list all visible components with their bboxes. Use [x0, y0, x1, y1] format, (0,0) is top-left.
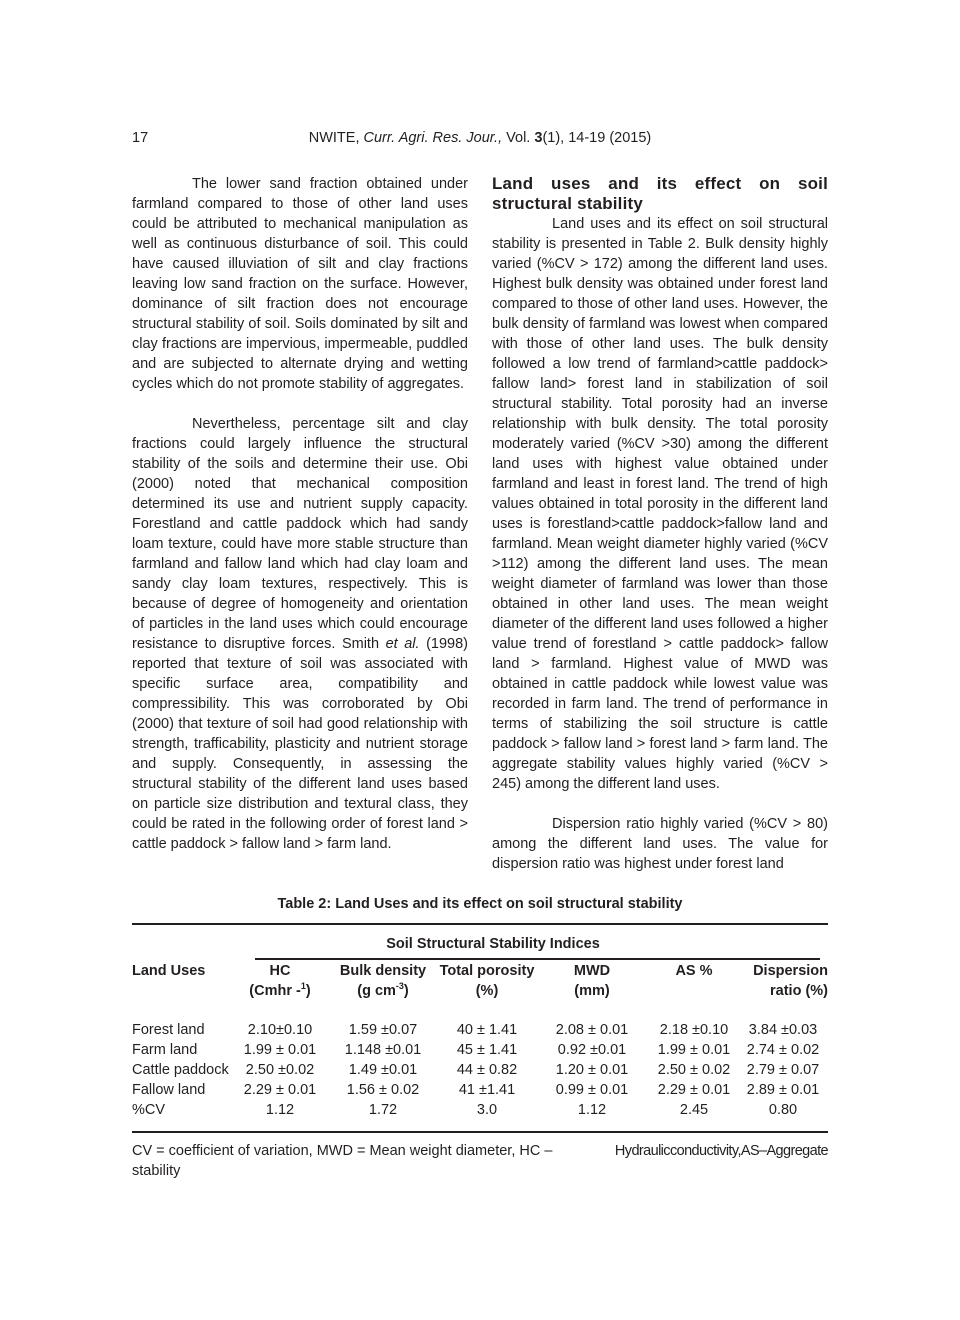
- running-head-author: NWITE,: [308, 130, 364, 146]
- footnote-right: Hydraulicconductivity,AS–Aggregate: [614, 1143, 828, 1159]
- column-header-unit: (%): [475, 983, 499, 999]
- cell-mwd: 1.12: [577, 1102, 607, 1118]
- table-footnote: [132, 1141, 828, 1181]
- table-group-rule: [255, 958, 820, 960]
- cell-mwd: 0.92 ±0.01: [557, 1042, 627, 1058]
- unit-text: (g cm: [357, 983, 396, 999]
- column-header-label: Total porosity: [439, 963, 535, 979]
- footnote-left: CV = coefficient of variation, MWD = Mean weight diameter, HC –: [132, 1143, 553, 1159]
- cell-as: 2.50 ± 0.02: [657, 1062, 731, 1078]
- section-heading: Land uses and its effect on soil structural stability: [492, 174, 828, 213]
- cell-bulk-density: 1.72: [368, 1102, 398, 1118]
- running-head-vol-rest: (1), 14-19 (2015): [542, 130, 652, 146]
- cell-mwd: 2.08 ± 0.01: [555, 1022, 629, 1038]
- running-head-journal: Curr. Agri. Res. Jour.,: [363, 130, 503, 146]
- cell-land-use: Farm land: [132, 1042, 198, 1058]
- cell-total-porosity: 45 ± 1.41: [456, 1042, 518, 1058]
- cell-total-porosity: 3.0: [476, 1102, 498, 1118]
- unit-text: (Cmhr -: [249, 983, 301, 999]
- column-header-as: [642, 961, 746, 981]
- table-row-cv: [132, 1100, 828, 1120]
- cell-total-porosity: 41 ±1.41: [458, 1082, 516, 1098]
- cell-hc: 2.10±0.10: [247, 1022, 313, 1038]
- column-header-mwd: [540, 961, 644, 1001]
- column-header-unit: ratio (%): [770, 983, 828, 999]
- cell-bulk-density: 1.59 ±0.07: [348, 1022, 418, 1038]
- page-number: 17: [132, 130, 149, 146]
- table-caption: Table 2: Land Uses and its effect on soil structural stability: [277, 896, 683, 912]
- cell-bulk-density: 1.49 ±0.01: [348, 1062, 418, 1078]
- cell-total-porosity: 40 ± 1.41: [456, 1022, 518, 1038]
- cell-dispersion-ratio: 0.80: [768, 1102, 798, 1118]
- column-header-unit: (mm): [574, 983, 610, 999]
- cell-dispersion-ratio: 2.79 ± 0.07: [746, 1062, 820, 1078]
- cell-land-use: %CV: [132, 1102, 166, 1118]
- cell-mwd: 1.20 ± 0.01: [555, 1062, 629, 1078]
- column-header-total-porosity: [437, 961, 537, 1001]
- cell-mwd: 0.99 ± 0.01: [555, 1082, 629, 1098]
- paragraph: Land uses and its effect on soil structural stability is presented in Table 2. Bulk density highly varied (%CV > 172) among the different land uses. Highest bulk density was obtained under forest land compared to those of other land uses. However, the bulk density of farmland was lowest when compared with those of other land uses. The bulk density followed a low trend of farmland>cattle paddock> fallow land> forest land in stabilization of soil structural stability. Total porosity had an inverse relationship with bulk density. The total porosity moderately varied (%CV >30) among the different land uses with highest value obtained under farmland and least in forest land. The trend of high values obtained in total porosity in the different land uses is forestland>cattle paddock>fallow land and farmland. Mean weight diameter highly varied (%CV >112) among the different land uses. The mean weight diameter of farmland was lower than those obtained in other land uses. The mean weight diameter of the different land uses followed a higher value trend of forestland > cattle paddock> fallow land > farmland. Highest value of MWD was obtained in cattle paddock while lowest value was recorded in farm land. The trend of performance in terms of stabilizing the soil structure is cattle paddock > fallow land > forest land > farm land. The aggregate stability values highly varied (%CV > 245) among the different land uses.: [492, 216, 828, 792]
- paragraph-text: Nevertheless, percentage silt and clay fractions could largely influence the structural stability of the soils and determine their use. Obi (2000) noted that mechanical composition determined its use and nutrient supply capacity. Forestland and cattle paddock which had sandy loam texture, could have more stable structure than farmland and fallow land which had clay loam and sandy clay loam textures, respectively. This is because of degree of homogeneity and orientation of particles in the land uses which could encourage resistance to disruptive forces. Smith: [132, 416, 468, 652]
- running-head-vol-number: 3: [534, 130, 543, 146]
- cell-total-porosity: 44 ± 0.82: [456, 1062, 518, 1078]
- table-body: [132, 1020, 828, 1120]
- paragraph: The lower sand fraction obtained under farmland compared to those of other land uses could be attributed to mechanical manipulation as well as continuous disturbance of soil. This could have caused illuviation of silt and clay fractions leaving low sand fraction on the surface. However, dominance of silt fraction does not encourage structural stability of soil. Soils dominated by silt and clay fractions are impervious, impermeable, puddled and are subjected to alternate drying and wetting cycles which do not promote stability of aggregates.: [132, 176, 468, 392]
- footnote-line2: stability: [132, 1163, 181, 1179]
- unit-text: ): [305, 983, 311, 999]
- cell-hc: 2.50 ±0.02: [245, 1062, 315, 1078]
- column-header-label: HC: [269, 963, 291, 979]
- running-head: [0, 130, 960, 146]
- cell-hc: 2.29 ± 0.01: [243, 1082, 317, 1098]
- running-head-vol-prefix: Vol.: [502, 130, 535, 146]
- column-header-land-uses: Land Uses: [132, 963, 206, 979]
- table-top-rule: [132, 923, 828, 925]
- cell-dispersion-ratio: 3.84 ±0.03: [748, 1022, 818, 1038]
- column-header-dispersion-ratio: [738, 961, 828, 1001]
- unit-superscript: 1: [300, 981, 306, 992]
- cell-hc: 1.99 ± 0.01: [243, 1042, 317, 1058]
- table-row: [132, 1080, 828, 1100]
- paragraph-text: (1998) reported that texture of soil was associated with specific surface area, compatibility and compressibility. This was corroborated by Obi (2000) that texture of soil had good relationship with strength, trafficability, plasticity and nutrient storage and supply. Consequently, in assessing the structural stability of the different land uses based on particle size distribution and textural class, they could be rated in the following order of forest land > cattle paddock > fallow land > farm land.: [132, 636, 468, 852]
- cell-as: 2.29 ± 0.01: [657, 1082, 731, 1098]
- column-header-bulk-density: [332, 961, 434, 1001]
- left-column: [132, 174, 468, 854]
- column-header-label: AS %: [675, 963, 713, 979]
- citation-italic: et al.: [385, 636, 420, 652]
- cell-bulk-density: 1.56 ± 0.02: [346, 1082, 420, 1098]
- cell-dispersion-ratio: 2.74 ± 0.02: [746, 1042, 820, 1058]
- cell-hc: 1.12: [265, 1102, 295, 1118]
- cell-dispersion-ratio: 2.89 ± 0.01: [746, 1082, 820, 1098]
- table-row: [132, 1060, 828, 1080]
- column-header-unit: [232, 981, 328, 1001]
- paragraph: [132, 414, 468, 854]
- unit-superscript: -3: [395, 981, 404, 992]
- table-bottom-rule: [132, 1131, 828, 1133]
- paragraph: Dispersion ratio highly varied (%CV > 80) among the different land uses. The value for dispersion ratio was highest under forest land: [492, 816, 828, 872]
- cell-land-use: Cattle paddock: [132, 1062, 229, 1078]
- cell-as: 2.18 ±0.10: [659, 1022, 729, 1038]
- cell-as: 2.45: [679, 1102, 709, 1118]
- cell-land-use: Forest land: [132, 1022, 205, 1038]
- table-group-header: Soil Structural Stability Indices: [386, 936, 600, 952]
- column-header-label: MWD: [573, 963, 611, 979]
- table-row: [132, 1020, 828, 1040]
- column-header-label: Dispersion: [753, 963, 828, 979]
- cell-bulk-density: 1.148 ±0.01: [344, 1042, 422, 1058]
- column-header-label: Bulk density: [339, 963, 427, 979]
- table-row: [132, 1040, 828, 1060]
- column-header-hc: [232, 961, 328, 1001]
- cell-land-use: Fallow land: [132, 1082, 206, 1098]
- cell-as: 1.99 ± 0.01: [657, 1042, 731, 1058]
- unit-text: ): [403, 983, 409, 999]
- right-column: [492, 174, 828, 874]
- column-header-unit: [332, 981, 434, 1001]
